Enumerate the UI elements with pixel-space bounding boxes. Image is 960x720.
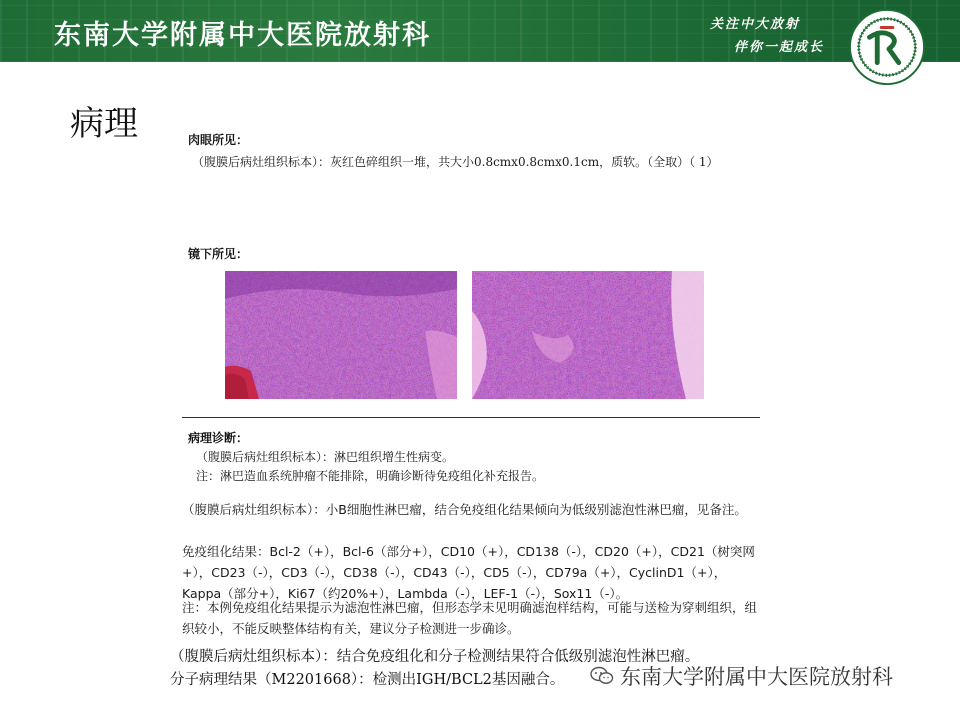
molecular-result: 分子病理结果（M2201668）：检测出IGH/BCL2基因融合。 [170,672,565,688]
diagnosis-title: 病理诊断： [188,431,249,445]
gross-title: 肉眼所见： [188,133,249,147]
immunohistochemistry-results: 免疫组化结果：Bcl-2（+），Bcl-6（部分+），CD10（+），CD138（-），CD20（+），CD21（树突网+），CD23（-），CD3（-），CD38（-），CD43（-），CD5（-），CD79a（+），CyclinD1（+），Kappa（部分+），Ki67（约20%+），Lambda（-），LEF-1（-），Sox11（-）。 [182,544,755,601]
hospital-logo [848,8,926,86]
supplement-note: 注：本例免疫组化结果提示为滤泡性淋巴瘤，但形态学未见明确滤泡样结构，可能与送检为穿刺组织，组织较小，不能反映整体结构有关，建议分子检测进一步确诊。 [182,600,758,636]
micrograph-right [472,271,704,399]
gross-text: （腹膜后病灶组织标本）：灰红色碎组织一堆，共大小0.8cmx0.8cmx0.1cm，质软。（全取）（ 1） [192,155,719,169]
wechat-icon [590,666,614,686]
final-diagnosis: （腹膜后病灶组织标本）：结合免疫组化和分子检测结果符合低级别滤泡性淋巴瘤。 [170,649,700,665]
watermark [590,661,893,691]
section-divider [182,417,760,418]
diagnosis-line-2: 注：淋巴造血系统肿瘤不能排除，明确诊断待免疫组化补充报告。 [196,469,545,483]
banner-title: 东南大学附属中大医院放射科 [54,20,431,51]
micrograph-left [225,271,457,399]
diagnosis-line-1: （腹膜后病灶组织标本）：淋巴组织增生性病变。 [196,450,455,464]
header-banner [0,0,960,62]
micro-title: 镜下所见： [188,247,249,261]
page-title: 病理 [70,104,138,144]
slogan-line-2: 伴你一起成长 [734,40,825,55]
supplement-conclusion: （腹膜后病灶组织标本）：小B细胞性淋巴瘤，结合免疫组化结果倾向为低级别滤泡性淋巴瘤，见备注。 [182,502,747,517]
slogan-line-1: 关注中大放射 [710,17,801,32]
watermark-text: 东南大学附属中大医院放射科 [620,665,893,689]
